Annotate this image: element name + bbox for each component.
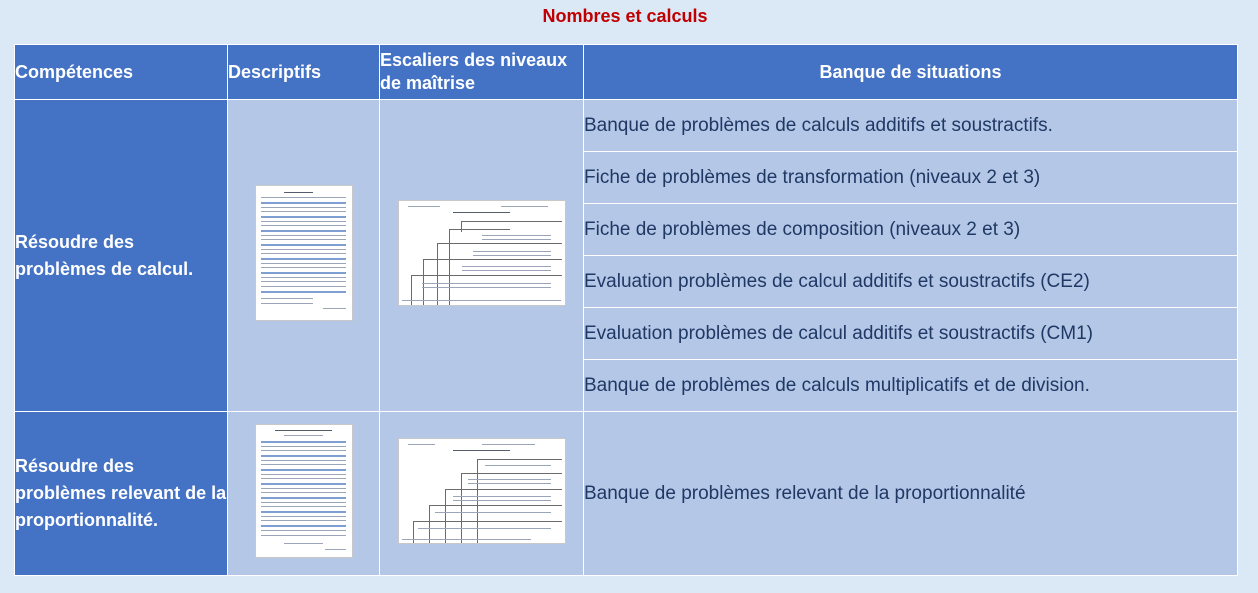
situation-link[interactable]: Evaluation problèmes de calcul additifs et soustractifs (CM1) [584, 308, 1238, 360]
header-competences: Compétences [15, 45, 228, 100]
situation-link[interactable]: Fiche de problèmes de composition (niveaux 2 et 3) [584, 204, 1238, 256]
escalier-cell [380, 100, 584, 412]
table-row [15, 412, 1238, 576]
situation-link[interactable]: Evaluation problèmes de calcul additifs et soustractifs (CE2) [584, 256, 1238, 308]
descriptif-document-thumbnail[interactable] [255, 185, 353, 321]
header-row [15, 45, 1238, 100]
descriptif-cell [228, 100, 380, 412]
descriptif-document-thumbnail[interactable] [255, 424, 353, 558]
escalier-cell [380, 412, 584, 576]
competence-cell: Résoudre des problèmes de calcul. [15, 100, 228, 412]
escalier-document-thumbnail[interactable] [398, 200, 566, 306]
situation-link[interactable]: Banque de problèmes relevant de la proportionnalité [584, 412, 1238, 576]
header-escaliers: Escaliers des niveaux de maîtrise [380, 45, 584, 100]
header-descriptifs: Descriptifs [228, 45, 380, 100]
situation-link[interactable]: Fiche de problèmes de transformation (niveaux 2 et 3) [584, 152, 1238, 204]
escalier-document-thumbnail[interactable] [398, 438, 566, 544]
situation-link[interactable]: Banque de problèmes de calculs additifs et soustractifs. [584, 100, 1238, 152]
page-title: Nombres et calculs [542, 6, 708, 26]
competence-cell: Résoudre des problèmes relevant de la proportionnalité. [15, 412, 228, 576]
descriptif-cell [228, 412, 380, 576]
header-banque: Banque de situations [584, 45, 1238, 100]
situation-link[interactable]: Banque de problèmes de calculs multiplicatifs et de division. [584, 360, 1238, 412]
table-row [15, 100, 1238, 152]
competences-table [14, 44, 1238, 576]
